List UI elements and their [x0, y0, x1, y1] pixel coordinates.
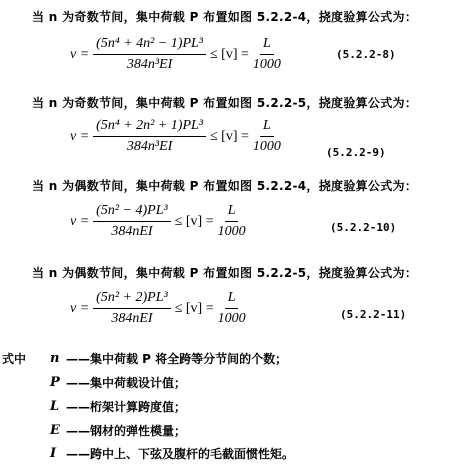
- formula-4-lhs: v =: [70, 300, 90, 316]
- formula-2-relation: ≤ [v] =: [210, 128, 249, 144]
- formula-4-rhs-num: L: [225, 290, 239, 309]
- formula-2-rhs-den: 1000: [252, 139, 281, 154]
- definition-n: [50, 350, 287, 367]
- symbol-e: E: [50, 423, 60, 438]
- symbol-p: P: [50, 375, 60, 390]
- definition-n-text: ——集中荷载 P 将全跨等分节间的个数；: [66, 352, 288, 366]
- formula-4-numerator: (5n² + 2)PL³: [93, 290, 171, 309]
- formula-3-fraction: [93, 203, 171, 240]
- definition-i: [50, 445, 294, 462]
- formula-1-lhs: v =: [70, 46, 90, 62]
- formula-2-rhs-num: L: [260, 118, 274, 137]
- formula-3: [70, 203, 250, 240]
- formula-1-rhs-num: L: [260, 36, 274, 55]
- formula-2-denominator: 384n³EI: [126, 139, 173, 154]
- formula-3-rhs-num: L: [225, 203, 239, 222]
- formula-4: [70, 290, 250, 327]
- heading-2: 当 n 为奇数节间，集中荷载 P 布置如图 5.2.2-5，挠度验算公式为：: [32, 96, 418, 110]
- symbol-n: n: [50, 351, 60, 366]
- heading-1: 当 n 为奇数节间，集中荷载 P 布置如图 5.2.2-4，挠度验算公式为：: [32, 10, 418, 24]
- formula-4-denominator: 384nEI: [111, 311, 153, 326]
- formula-3-rhs-fraction: [218, 203, 246, 240]
- formula-3-denominator: 384nEI: [111, 224, 153, 239]
- definition-l-text: ——桁架计算跨度值；: [66, 400, 187, 414]
- definition-p-text: ——集中荷载设计值；: [66, 376, 187, 390]
- formula-3-rhs-den: 1000: [217, 224, 246, 239]
- formula-1-numerator: (5n⁴ + 4n² − 1)PL³: [93, 36, 206, 55]
- formula-1: [70, 36, 285, 73]
- formula-4-rhs-den: 1000: [217, 311, 246, 326]
- formula-1-relation: ≤ [v] =: [210, 46, 249, 62]
- formula-3-numerator: (5n² − 4)PL³: [93, 203, 171, 222]
- formula-1-denominator: 384n³EI: [126, 57, 173, 72]
- equation-number-2: (5.2.2-9): [326, 146, 386, 159]
- formula-3-lhs: v =: [70, 213, 90, 229]
- formula-1-fraction: [93, 36, 206, 73]
- symbol-l: L: [50, 399, 60, 414]
- formula-4-rhs-fraction: [218, 290, 246, 327]
- definitions-label: 式中: [2, 352, 27, 366]
- equation-number-3: (5.2.2-10): [330, 221, 397, 234]
- definition-e-text: ——钢材的弹性模量；: [66, 424, 187, 438]
- formula-2-rhs-fraction: [253, 118, 281, 155]
- symbol-i: I: [50, 446, 57, 461]
- formula-2-lhs: v =: [70, 128, 90, 144]
- formula-3-relation: ≤ [v] =: [174, 213, 214, 229]
- equation-number-4: (5.2.2-11): [340, 308, 407, 321]
- equation-number-1: (5.2.2-8): [336, 48, 396, 61]
- formula-1-rhs-den: 1000: [252, 57, 281, 72]
- heading-3: 当 n 为偶数节间，集中荷载 P 布置如图 5.2.2-4，挠度验算公式为：: [32, 179, 418, 193]
- definition-i-text: ——跨中上、下弦及腹杆的毛截面惯性矩。: [66, 447, 295, 461]
- definition-e: [50, 422, 186, 439]
- formula-2: [70, 118, 285, 155]
- definition-l: [50, 398, 186, 415]
- formula-4-relation: ≤ [v] =: [174, 300, 214, 316]
- formula-2-numerator: (5n⁴ + 2n² + 1)PL³: [93, 118, 206, 137]
- definition-p: [50, 374, 186, 391]
- formula-1-rhs-fraction: [253, 36, 281, 73]
- heading-4: 当 n 为偶数节间，集中荷载 P 布置如图 5.2.2-5，挠度验算公式为：: [32, 266, 418, 280]
- formula-4-fraction: [93, 290, 171, 327]
- formula-2-fraction: [93, 118, 206, 155]
